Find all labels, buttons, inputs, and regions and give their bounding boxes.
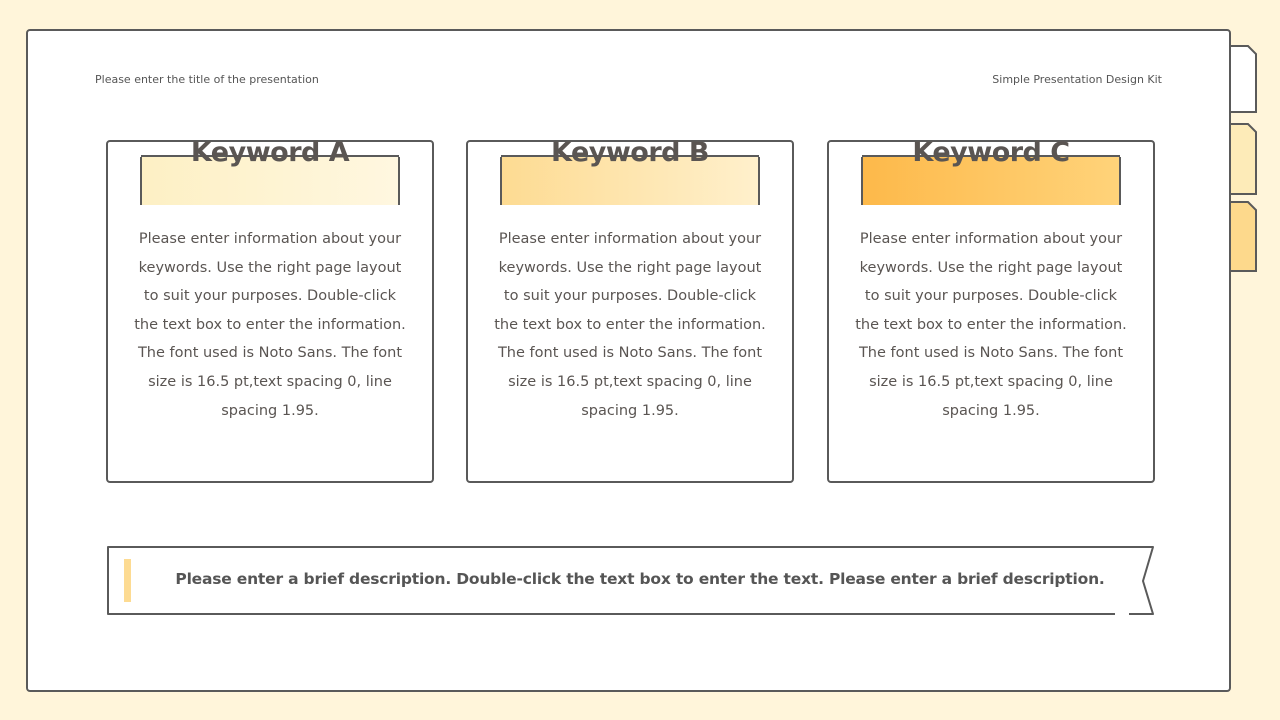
keyword-title[interactable]: Keyword B — [551, 137, 709, 168]
keyword-body[interactable]: Please enter information about your keywords. Use the right page layout to suit your purposes. Double-click the text box to enter the information. The font used is Noto Sans. The font size is 16.5 pt,text spacing 0, line spacing 1.95. — [134, 231, 406, 419]
side-tab-top — [1230, 46, 1256, 112]
accent-bar — [124, 559, 131, 602]
keyword-body[interactable]: Please enter information about your keywords. Use the right page layout to suit your purposes. Double-click the text box to enter the information. The font used is Noto Sans. The font size is 16.5 pt,text spacing 0, line spacing 1.95. — [494, 231, 766, 419]
keyword-card-a — [106, 125, 434, 485]
side-tabs — [1226, 40, 1266, 280]
keyword-title[interactable]: Keyword C — [912, 137, 1070, 168]
presentation-title[interactable]: Please enter the title of the presentation — [95, 73, 319, 86]
keyword-body[interactable]: Please enter information about your keywords. Use the right page layout to suit your purposes. Double-click the text box to enter the information. The font used is Noto Sans. The font size is 16.5 pt,text spacing 0, line spacing 1.95. — [855, 231, 1127, 419]
keyword-title[interactable]: Keyword A — [190, 137, 350, 168]
side-tab-bottom — [1230, 202, 1256, 271]
keyword-card-c — [827, 125, 1155, 485]
keyword-card-b — [466, 125, 794, 485]
kit-name[interactable]: Simple Presentation Design Kit — [992, 73, 1162, 86]
side-tab-middle — [1230, 124, 1256, 194]
brief-description[interactable]: Please enter a brief description. Double-click the text box to enter the text. Please enter a brief description. — [175, 570, 1105, 588]
